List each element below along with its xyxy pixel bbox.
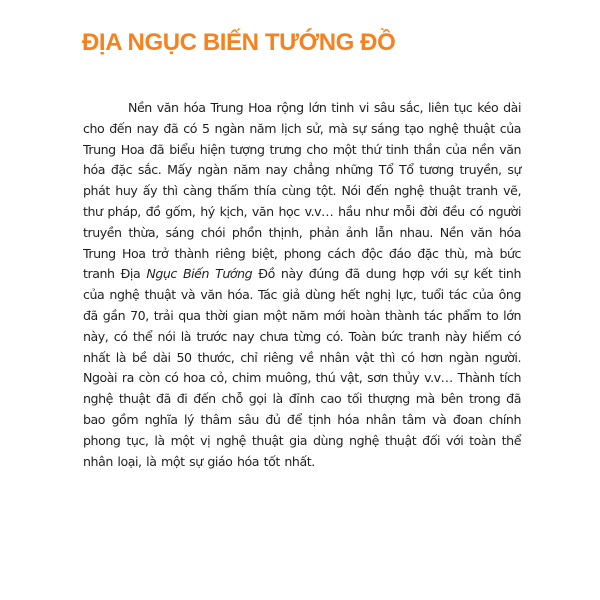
- paragraph-text-end: Đồ này đúng đã dung hợp với sự kết tinh của nghệ thuật và văn hóa. Tác giả dùng hết nghị lực, tuổi tác của ông đã gần 70, trải qua thời gian một năm mới hoàn thành tác phẩm to lớn này, có thể nói là trước nay chưa từng có. Toàn bức tranh này hiếm có nhất là bề dài 50 thước, chỉ riêng về nhân vật thì có hơn ngàn người. Ngoài ra còn có hoa cỏ, chim muông, thú vật, sơn thủy v.v… Thành tích nghệ thuật đã đi đến chỗ gọi là đỉnh cao tối thượng mà bên trong đã bao gồm nghĩa lý thâm sâu đủ để tịnh hóa nhân tâm và đoan chính phong tục, là một vị nghệ thuật gia dùng nghệ thuật đối với toàn thể nhân loại, là một sự giáo hóa tốt nhất.: [83, 266, 521, 469]
- body-paragraph: [83, 98, 521, 472]
- paragraph-text-start: Nền văn hóa Trung Hoa rộng lớn tinh vi sâu sắc, liên tục kéo dài cho đến nay đã có 5 ngàn năm lịch sử, mà sự sáng tạo nghệ thuật của Trung Hoa đã biểu hiện tượng trưng cho một thứ tinh thần của nền văn hóa đặc sắc. Mấy ngàn năm nay chẳng những Tổ Tổ tương truyền, sự phát huy ấy thì càng thấm thía cùng tột. Nói đến nghệ thuật tranh vẽ, thư pháp, đồ gốm, hý kịch, văn học v.v… hầu như mỗi đời đều có người truyền thừa, sáng chói phồn thịnh, phản ảnh lẫn nhau. Nền văn hóa Trung Hoa trở thành riêng biệt, phong cách độc đáo đặc thù, mà bức tranh Địa: [83, 100, 521, 282]
- italic-painting-title: Ngục Biến Tướng: [146, 266, 253, 282]
- page-title: ĐỊA NGỤC BIẾN TƯỚNG ĐỒ: [82, 29, 396, 56]
